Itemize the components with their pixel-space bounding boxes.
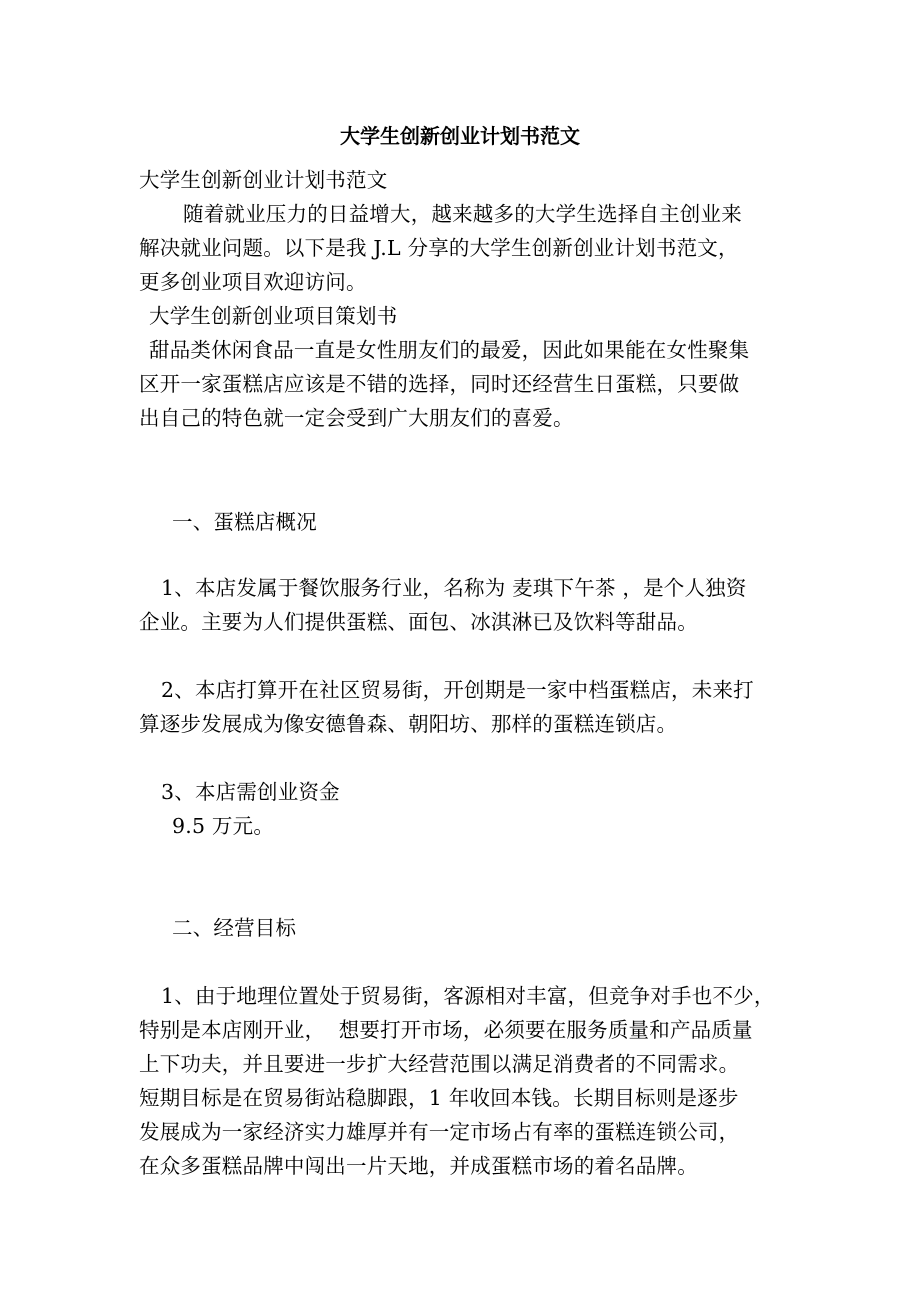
intro-paragraph-line: 解决就业问题。以下是我 J.L 分享的大学生创新创业计划书范文， [139,236,739,260]
overview-item-3-line: 3、本店需创业资金 [161,780,340,804]
intro-paragraph-line: 更多创业项目欢迎访问。 [139,270,367,294]
subtitle-line: 大学生创新创业计划书范文 [139,168,388,192]
goals-item-1-line: 在众多蛋糕品牌中闯出一片天地，并成蛋糕市场的着名品牌。 [139,1154,698,1178]
goals-item-1-line: 短期目标是在贸易街站稳脚跟，1 年收回本钱。长期目标则是逐步 [139,1086,739,1110]
goals-item-1-line: 特别是本店刚开业， 想要打开市场，必须要在服务质量和产品质量 [139,1018,753,1042]
plan-paragraph-line: 区开一家蛋糕店应该是不错的选择，同时还经营生日蛋糕，只要做 [139,372,740,396]
section-heading-plan: 大学生创新创业项目策划书 [149,304,398,328]
intro-paragraph-line: 随着就业压力的日益增大，越来越多的大学生选择自主创业来 [183,202,742,226]
section-heading-goals: 二、经营目标 [172,916,297,940]
section-heading-overview: 一、蛋糕店概况 [172,510,317,534]
goals-item-1-line: 1、由于地理位置处于贸易街，客源相对丰富，但竞争对手也不少， [161,984,775,1008]
goals-item-1-line: 发展成为一家经济实力雄厚并有一定市场占有率的蛋糕连锁公司， [139,1120,740,1144]
goals-item-1-line: 上下功夫，并且要进一步扩大经营范围以满足消费者的不同需求。 [139,1052,740,1076]
plan-paragraph-line: 出自己的特色就一定会受到广大朋友们的喜爱。 [139,406,574,430]
plan-paragraph-line: 甜品类休闲食品一直是女性朋友们的最爱，因此如果能在女性聚集 [149,338,750,362]
document-title: 大学生创新创业计划书范文 [340,124,580,148]
overview-item-1-line: 1、本店发属于餐饮服务行业，名称为 麦琪下午茶 ，是个人独资 [161,576,747,600]
overview-item-3-amount: 9.5 万元。 [172,814,275,838]
overview-item-2-line: 2、本店打算开在社区贸易街，开创期是一家中档蛋糕店，未来打 [161,678,754,702]
overview-item-2-line: 算逐步发展成为像安德鲁森、朝阳坊、那样的蛋糕连锁店。 [139,712,678,736]
overview-item-1-line: 企业。主要为人们提供蛋糕、面包、冰淇淋已及饮料等甜品。 [139,610,698,634]
